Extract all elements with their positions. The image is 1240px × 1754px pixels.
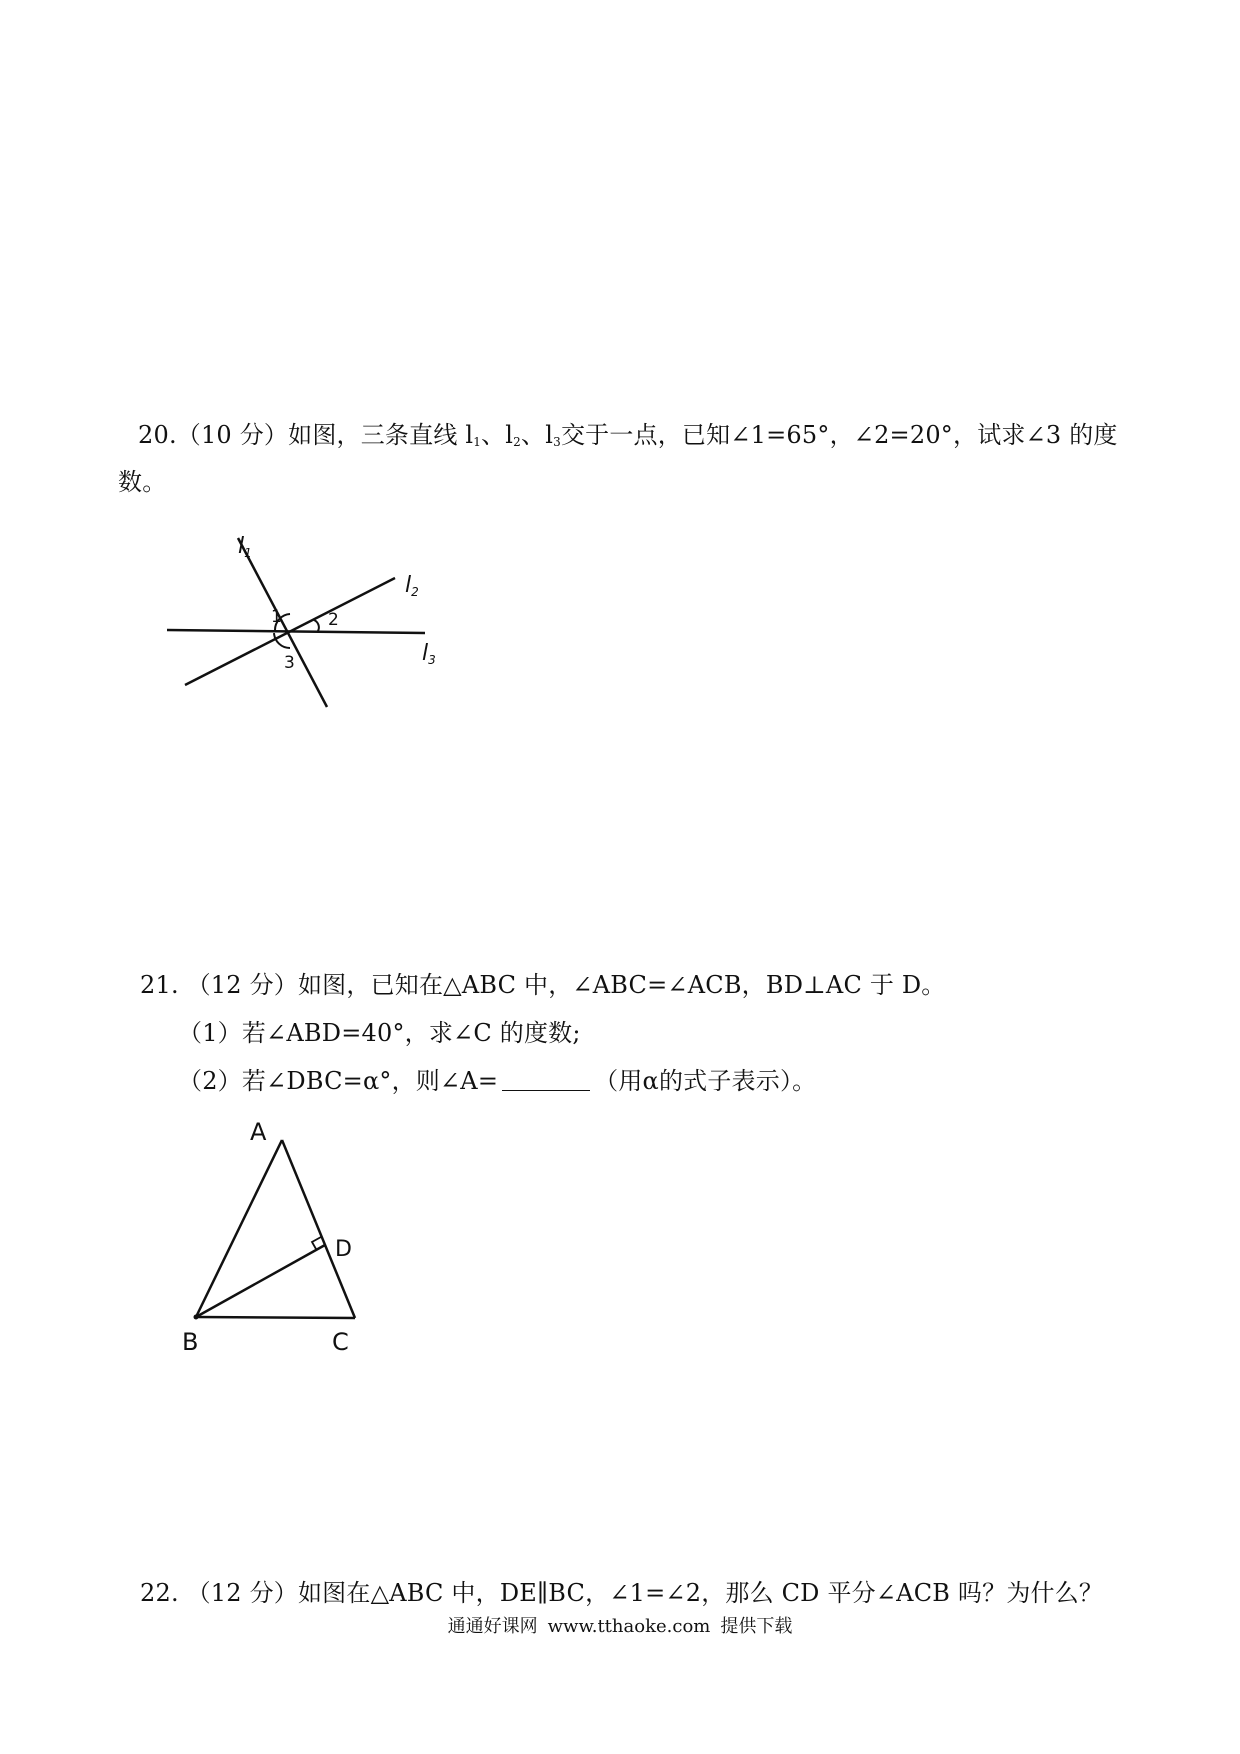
q20-sep-1: 、l [481,421,514,449]
q21-line3-prefix: （2）若∠DBC=α°，则∠A= [178,1067,499,1095]
point-B [194,1315,199,1320]
q20-text-b: 交于一点，已知∠1=65°，∠2=20°，试求∠3 的度 [560,421,1118,449]
side-AB [196,1140,282,1317]
label-l3: l3 [422,641,436,667]
label-l1: l1 [238,534,252,560]
footer-download: 提供下载 [720,1616,793,1637]
label-l2: l2 [405,573,419,599]
label-angle-1: 1 [271,607,282,627]
q20-line2: 数。 [118,468,167,496]
label-A: A [250,1118,267,1146]
q20-sub-3: 3 [553,435,561,449]
page-footer [0,1612,1240,1638]
label-C: C [332,1328,349,1356]
q20-sub-2: 2 [513,435,522,449]
q20-figure [150,520,470,720]
angle-arc-2 [314,620,319,631]
q21-line3 [178,1064,816,1098]
segment-BD [196,1245,325,1317]
line-l3 [167,630,425,633]
q20-line1 [138,418,1118,459]
q22-line1: 22. （12 分）如图在△ABC 中，DE∥BC，∠1=∠2，那么 CD 平分∠ACB 吗？为什么？ [140,1579,1104,1607]
footer-site-name: 通通好课网 [447,1616,538,1637]
label-angle-3: 3 [284,653,295,673]
q21-line3-suffix: （用α的式子表示）。 [594,1067,817,1095]
q21-figure [170,1115,390,1365]
label-B: B [182,1328,199,1356]
answer-blank[interactable] [502,1068,590,1091]
q21-line1: 21. （12 分）如图，已知在△ABC 中，∠ABC=∠ACB，BD⊥AC 于 D。 [140,971,946,999]
line-l1 [238,538,327,707]
side-BC [196,1317,355,1318]
footer-url[interactable]: www.tthaoke.com [547,1616,711,1637]
label-angle-2: 2 [328,610,339,630]
q20-text-a: 20.（10 分）如图，三条直线 l [138,421,474,449]
side-AC [282,1140,355,1318]
q20-sep-2: 、l [521,421,554,449]
q20-sub-1: 1 [473,435,482,449]
q21-line2: （1）若∠ABD=40°，求∠C 的度数; [178,1019,581,1047]
label-D: D [335,1237,352,1262]
